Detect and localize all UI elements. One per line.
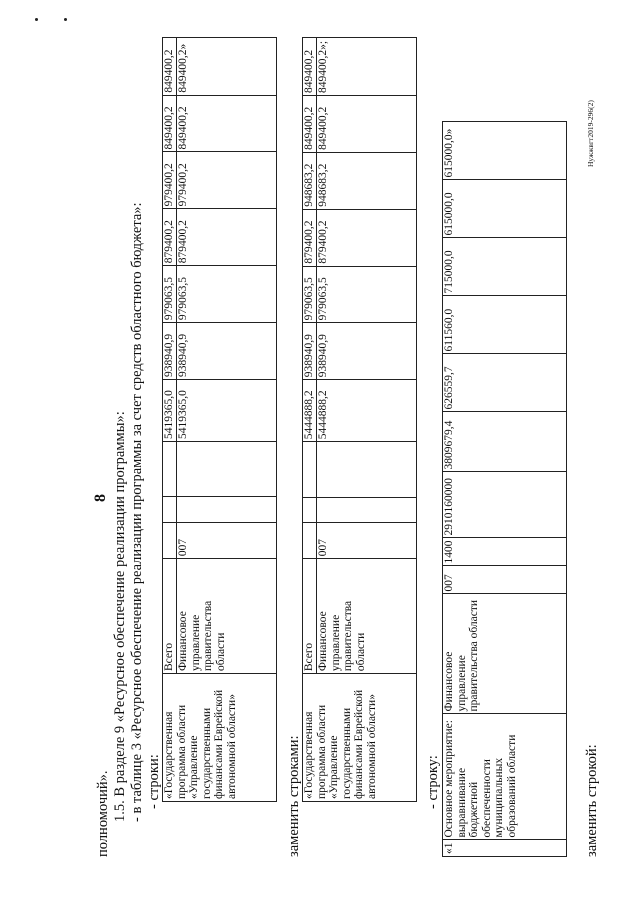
intro-line: полномочий». xyxy=(95,770,111,857)
table-cell: 5444888,2 xyxy=(303,380,317,442)
scan-mark xyxy=(64,18,67,21)
table-cell: 938940,9 xyxy=(303,323,317,380)
table-cell: 615000,0 xyxy=(443,180,567,238)
table-cell: 007 xyxy=(317,523,417,559)
doc-stamp: Нужжвгт2019-296(2) xyxy=(586,100,595,167)
table-cell: 007 xyxy=(443,566,567,594)
table-cell: 849400,2» xyxy=(177,38,277,96)
table-cell: Всего xyxy=(163,559,177,674)
table-row xyxy=(163,38,177,802)
table-cell: 611560,0 xyxy=(443,296,567,354)
table-cell: «Государственная программа области «Управление государственными финансами Еврейской автономной области» xyxy=(163,674,277,802)
table-cell: Основное мероприятие: выравнивание бюджетной обеспеченности муниципальных образований области xyxy=(443,714,567,840)
table-cell: 948683,2 xyxy=(317,152,417,209)
table-cell xyxy=(163,441,177,497)
table-cell: Всего xyxy=(303,559,317,674)
table-cell: 879400,2 xyxy=(317,209,417,266)
table-cell: 879400,2 xyxy=(303,209,317,266)
label-rows: - строки: xyxy=(146,754,162,809)
table-new xyxy=(302,37,417,802)
table-cell: 626559,7 xyxy=(443,354,567,412)
table-row xyxy=(303,38,317,802)
table-cell xyxy=(163,497,177,522)
section-heading: 1.5. В разделе 9 «Ресурсное обеспечение реализации программы»: xyxy=(112,411,128,822)
table-cell: 849400,2 xyxy=(303,95,317,152)
table-row xyxy=(443,122,567,857)
label-row: - строку: xyxy=(425,755,441,809)
table-cell xyxy=(177,441,277,497)
table-cell: 715000,0 xyxy=(443,238,567,296)
table-row-block xyxy=(442,122,567,858)
table-cell: 938940,9 xyxy=(163,323,177,380)
table-cell: 979400,2 xyxy=(163,152,177,209)
label-replace-rows: заменить строками: xyxy=(286,735,302,857)
table-cell xyxy=(303,442,317,497)
table-cell: 849400,2 xyxy=(177,95,277,152)
table-cell: 5419365,0 xyxy=(163,379,177,441)
table-cell: 2910160000 xyxy=(443,472,567,538)
rotated-page xyxy=(92,37,602,857)
table-cell: 1400 xyxy=(443,538,567,566)
table-cell: 938940,9 xyxy=(177,323,277,380)
table-cell: 979400,2 xyxy=(177,152,277,209)
table-intro: - в таблице 3 «Ресурсное обеспечение реализации программы за счет средств областного бюджета»: xyxy=(129,202,145,822)
table-cell: 979063,5 xyxy=(303,266,317,323)
table-cell: 3809679,4 xyxy=(443,412,567,472)
table-cell: 849400,2 xyxy=(163,38,177,96)
table-cell xyxy=(177,497,277,522)
table-cell: «Государственная программа области «Управление государственными финансами Еврейской автономной области» xyxy=(303,674,417,802)
table-cell: 979063,5 xyxy=(177,266,277,323)
table-cell: 849400,2»; xyxy=(317,38,417,96)
table-cell: 979063,5 xyxy=(317,266,417,323)
table-old xyxy=(162,37,277,802)
table-cell: 007 xyxy=(177,522,277,558)
table-cell: 849400,2 xyxy=(163,95,177,152)
table-cell: 615000,0» xyxy=(443,122,567,180)
scan-mark xyxy=(35,18,38,21)
table-cell: 849400,2 xyxy=(317,95,417,152)
label-replace-row: заменить строкой: xyxy=(584,744,600,857)
table-cell: «1 xyxy=(443,840,567,857)
table-cell: 5419365,0 xyxy=(177,379,277,441)
table-cell xyxy=(303,497,317,522)
table-cell: 879400,2 xyxy=(177,209,277,266)
table-cell: 849400,2 xyxy=(303,38,317,96)
table-cell xyxy=(317,497,417,522)
table-cell: 948683,2 xyxy=(303,152,317,209)
table-cell xyxy=(303,523,317,559)
table-cell: 938940,9 xyxy=(317,323,417,380)
table-cell xyxy=(317,442,417,497)
table-cell: Финансовое управление правительства области xyxy=(443,594,567,714)
table-cell xyxy=(163,522,177,558)
table-cell: 879400,2 xyxy=(163,209,177,266)
table-cell: Финансовое управление правительства области xyxy=(177,559,277,674)
table-cell: 979063,5 xyxy=(163,266,177,323)
page-number: 8 xyxy=(92,494,109,502)
table-cell: Финансовое управление правительства области xyxy=(317,559,417,674)
table-cell: 5444888,2 xyxy=(317,380,417,442)
